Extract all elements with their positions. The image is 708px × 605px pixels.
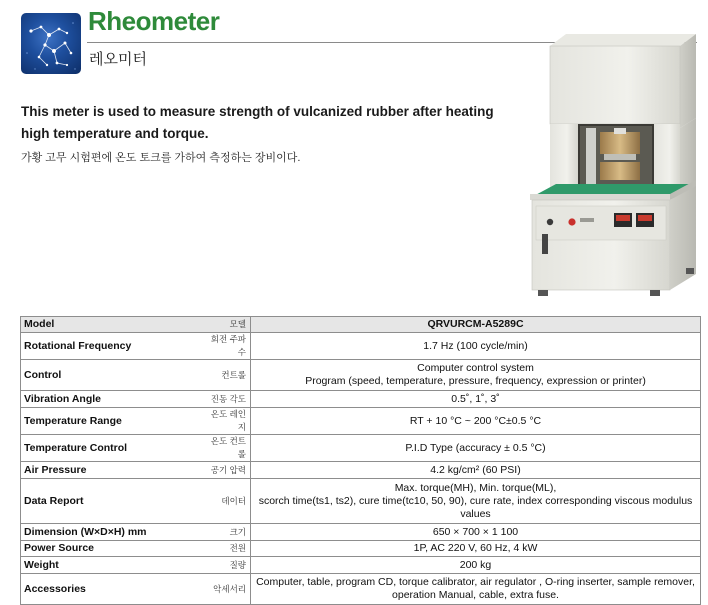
spec-label-korean: 진동 각도: [201, 391, 251, 408]
spec-value-line: values: [460, 507, 491, 520]
spec-value: 1.7 Hz (100 cycle/min): [251, 333, 701, 360]
spec-label-korean: 크기: [201, 524, 251, 541]
table-row: [21, 333, 701, 360]
description-korean: 가황 고무 시험편에 온도 토크를 가하여 측정하는 장비이다.: [21, 152, 301, 164]
spec-label: Air Pressure: [21, 462, 201, 479]
description-english: This meter is used to measure strength of vulcanized rubber after heating high temperature and torque.: [21, 104, 494, 141]
table-row: [21, 317, 701, 333]
spec-label-korean: 공기 압력: [201, 462, 251, 479]
table-row: [21, 408, 701, 435]
table-row: [21, 360, 701, 391]
spec-value-line: operation Manual, cable, extra fuse.: [392, 589, 559, 601]
spec-label: Dimension (W×D×H) mm: [21, 524, 201, 541]
spec-value-line: scorch time(ts1, ts2), cure time(tc10, 50, 90), cure rate, index corresponding viscous modulus: [258, 494, 693, 507]
spec-value-line: Max. torque(MH), Min. torque(ML),: [394, 481, 557, 494]
constellation-logo-icon: [21, 13, 81, 74]
spec-value: 4.2 kg/cm² (60 PSI): [251, 462, 701, 479]
spec-value: 1P, AC 220 V, 60 Hz, 4 kW: [251, 541, 701, 557]
spec-label-korean: 회전 주파수: [201, 333, 251, 360]
page-title: Rheometer: [88, 6, 220, 36]
rheometer-machine-icon: [520, 28, 706, 300]
spec-label-korean: 악세서리: [201, 574, 251, 605]
table-row: [21, 462, 701, 479]
spec-label-korean: 질량: [201, 557, 251, 574]
spec-label: Rotational Frequency: [21, 333, 201, 360]
spec-label-korean: 데이터: [201, 479, 251, 524]
spec-value: [251, 574, 701, 605]
spec-value: P.I.D Type (accuracy ± 0.5 °C): [251, 435, 701, 462]
spec-label-korean: 전원: [201, 541, 251, 557]
spec-label: Temperature Range: [21, 408, 201, 435]
table-row: [21, 541, 701, 557]
table-row: [21, 435, 701, 462]
table-row: [21, 574, 701, 605]
spec-label: Power Source: [21, 541, 201, 557]
spec-label: Vibration Angle: [21, 391, 201, 408]
spec-label: Control: [21, 360, 201, 391]
spec-table: [20, 316, 701, 605]
spec-label-korean: 모델: [201, 317, 251, 333]
spec-label-korean: 온도 레인지: [201, 408, 251, 435]
spec-value: QRVURCM-A5289C: [251, 317, 701, 333]
page-subtitle-korean: 레오미터: [89, 51, 147, 68]
spec-value: 200 kg: [251, 557, 701, 574]
spec-label: Accessories: [21, 574, 201, 605]
spec-label: Temperature Control: [21, 435, 201, 462]
spec-value: [251, 360, 701, 391]
table-row: [21, 479, 701, 524]
spec-label: Data Report: [21, 479, 201, 524]
spec-value: [251, 479, 701, 524]
spec-value-line: Program (speed, temperature, pressure, frequency, expression or printer): [305, 375, 646, 387]
spec-label-korean: 컨트롤: [201, 360, 251, 391]
table-row: [21, 391, 701, 408]
spec-value: 0.5˚, 1˚, 3˚: [251, 391, 701, 408]
table-row: [21, 524, 701, 541]
table-row: [21, 557, 701, 574]
spec-label: Weight: [21, 557, 201, 574]
spec-value: RT + 10 °C ~ 200 °C±0.5 °C: [251, 408, 701, 435]
spec-value-line: Computer control system: [417, 362, 534, 374]
spec-value: 650 × 700 × 1 100: [251, 524, 701, 541]
spec-label: Model: [21, 317, 201, 333]
spec-value-line: Computer, table, program CD, torque calibrator, air regulator , O-ring inserter, sample remover,: [256, 576, 695, 588]
spec-label-korean: 온도 컨트롤: [201, 435, 251, 462]
